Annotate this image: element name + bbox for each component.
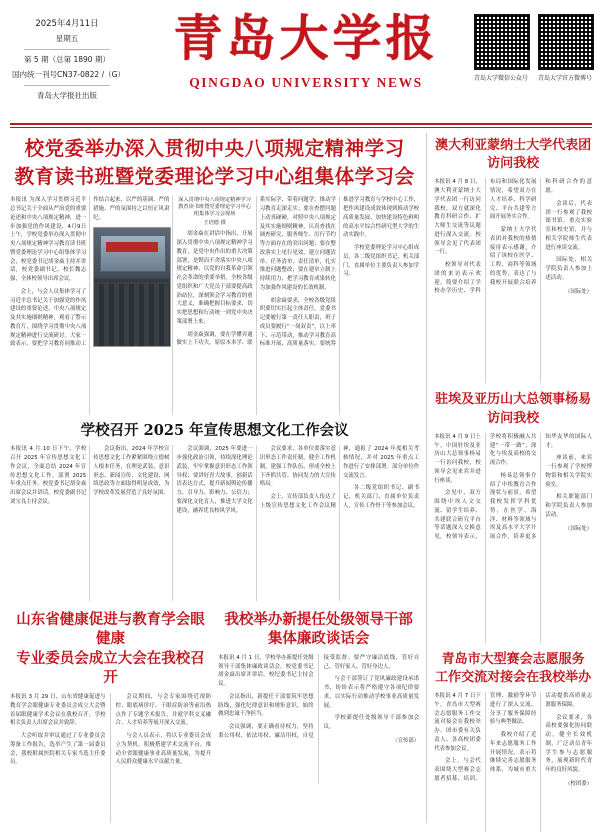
publisher: 青岛大学报社出版 xyxy=(37,90,97,100)
paragraph: 我校介绍了近年来志愿服务工作开展情况，表示将继续完善志愿服务体系，为城市重大活动提供高质量志愿服务保障。 xyxy=(489,693,592,774)
story-body xyxy=(218,654,419,784)
paragraph: 会议强调，要正确看待权力，坚持秉公用权、依法用权、廉洁用权，自觉接受监督；要严守廉洁底线，管好自己、管好家人、管好身边人。 xyxy=(218,654,420,739)
paragraph: 校领导对代表团的来访表示欢迎，简要介绍了学校办学历史、学科布局和国际化发展情况，希望双方在人才培养、科学研究、平台共建等方面开展务实合作。 xyxy=(434,179,537,295)
right-story-alexandria xyxy=(434,387,592,642)
story-heading: 我校举办新提任处级领导干部 集体廉政谈话会 xyxy=(224,610,413,648)
byline: （校团委） xyxy=(565,780,592,787)
paragraph: 本报讯 4 月 1 日，学校举办新提任处级领导干部集体廉政谈话会。校党委书记胡金焱出席并讲话，校纪委书记主持会议。 xyxy=(218,654,314,688)
paragraph: 与会人员表示，将以专业委员会成立为契机，积极搭建学术交流平台，推动全省眼健康事业高质量发展，为提升人民群众健康水平贡献力量。 xyxy=(115,733,212,766)
issue-number: 第 5 期（总第 1890 期） xyxy=(24,55,110,65)
publicity-article xyxy=(10,445,419,600)
lead-photo xyxy=(93,227,171,347)
qr-codes xyxy=(474,14,592,82)
paragraph: 胡金焱在讲话中指出，开展深入贯彻中央八项规定精神学习教育，是党中央作出的重大决策部署，是锲而不舍落实中央八项规定精神、以党的自我革命引领社会革命的重要举措。全校各级党组织和广大党员干部要提高政治站位，深刻领会学习教育的重大意义，准确把握目标要求，切实把思想和行动统一到党中央决策部署上来。 xyxy=(176,231,253,325)
paragraph: 本报讯 为深入学习贯彻习近平总书记关于全面从严治党的重要论述和中央八项规定精神，进一步加强党的作风建设，4月9日上午，学校党委举办深入贯彻中央八项规定精神学习教育读书班暨党委理论学习中心组集体学习会，校党委书记胡金焱主持并讲话，校党委副书记、校长魏志强，全体校领导出席会议。 xyxy=(10,197,87,283)
paper-title-cn: 青岛大学报 xyxy=(173,9,439,67)
paragraph: 会议指出，新提任干部要筑牢思想防线，强化纪律意识和规矩意识，始终做到忠诚干净担当。 xyxy=(218,693,314,718)
paragraph: 会见中，双方围绕中埃人文交流、留学生培养、共建联合研究平台等话题深入交换意见。校领导表示，学校将积极融入共建“一带一路”，深化与埃及高校的交流合作。 xyxy=(434,433,537,540)
paragraph: 会议指出，2024 年学校宣传思想文化工作紧紧围绕立德树人根本任务，在理论武装、意识形态、新闻宣传、文化建设、网络思政等方面取得明显成效，为学校改革发展营造了良好氛围。 xyxy=(93,446,170,497)
photo-credit: 王培德 摄 xyxy=(203,220,226,227)
qr-caption: 青岛大学微信公众号 xyxy=(474,75,529,82)
divider xyxy=(24,85,110,86)
qr-caption: 青岛大学官方微博号 xyxy=(538,75,593,82)
section-heading-publicity: 学校召开 2025 年宣传思想文化工作会议 xyxy=(80,421,349,439)
qr-wechat[interactable] xyxy=(474,14,528,82)
masthead-title xyxy=(128,8,484,91)
qr-code-image xyxy=(538,14,594,70)
divider xyxy=(24,49,110,50)
lead-headline: 校党委举办深入贯彻中央八项规定精神学习 教育读书班暨党委理论学习中心组集体学习会 xyxy=(14,137,415,188)
paragraph: 胡金焱要求，全校各级党组织要切实扛起主体责任，党委书记要履行第一责任人职责，班子成员要履行“一岗双责”，以上率下、示范带动，推动学习教育高标准开展、高质量落实。要统筹推进学习教育与学校中心工作，把作风建设成效体现到推动学校高质量发展、加快建设特色鲜明的高水平综合性研究型大学的生动实践中。 xyxy=(259,197,420,348)
right-story-monash xyxy=(434,133,592,383)
paragraph: 本报讯 4 月 8 日，澳大利亚蒙纳士大学代表团一行访问我校，双方就深化教育科研合作、扩大师生交流等议题进行深入交流。校领导会见了代表团一行。 xyxy=(434,179,481,256)
paragraph: 学校党委理论学习中心组成员，各二级党组织书记，机关部门、直属单位主要负责人参加学习。 xyxy=(342,245,420,278)
masthead xyxy=(10,8,592,120)
story-body xyxy=(434,692,592,832)
paragraph: 胡金焱强调，要在学懂弄通做实上下功夫，原原本本学、联系实际学、带着问题学，推动学习教育走深走实；要在查摆问题上动真碰硬，对照中央八项规定及其实施细则精神，认真查找在调查研究、服务师生、厉行节约等方面存在的突出问题；要在整改落实上见行见效，建立问题清单、任务清单、责任清单，扎实推进问题整改；要在建章立制上持续用力，把学习教育成果转化为加强作风建设的长效机制。 xyxy=(176,197,336,347)
paragraph: 会议期间，与会专家围绕近视防控、眼底病诊疗、干眼症防治等前沿热点作了专题学术报告，并就学科交叉融合、人才培养等展开深入交流。 xyxy=(115,694,212,727)
publication-weekday: 星期五 xyxy=(55,34,79,44)
paragraph: 会议强调，2025 年要进一步强化政治引领，持续深化理论武装，牢牢掌握意识形态工作领导权；要讲好青大故事，创新话语表达方式，提升新闻舆论传播力、引导力、影响力、公信力；要深化文化育人，推进大学文化建设，涵养优良校风学风。 xyxy=(176,446,253,514)
byline: （国际处） xyxy=(565,525,592,532)
paragraph: 会上，宣传部负责人传达了上级宣传思想文化工作会议精神，通报了 2024 年度相关考核情况，并对 2025 年重点工作进行了安排部署。部分单位作交流发言。 xyxy=(259,446,420,509)
byline: （国际处） xyxy=(565,288,592,295)
paragraph: 会上，与会代表围绕大型赛会志愿者招募、培训、管理、激励等环节进行了深入交流，分享了服务保障经验与典型做法。 xyxy=(434,693,537,782)
paragraph: 蒙纳士大学代表团对我校的热情接待表示感谢，介绍了该校在医学、工程、商科等领域的优势，表达了与我校开展联合培养和科研合作的意愿。 xyxy=(489,179,592,286)
page-body xyxy=(10,133,592,823)
lead-article xyxy=(10,196,419,414)
paragraph: 本报讯 4 月 7 日下午，青岛市大型赛会志愿服务工作交流对接会在我校举办。团市委有关负责人、各高校团委代表参加会议。 xyxy=(434,693,481,752)
photo-caption: 深入贯彻中央八项规定精神学习教育读书班暨党委理论学习中心组集体学习会现场 xyxy=(178,197,251,218)
qr-code-image xyxy=(474,14,530,70)
paragraph: 会上，与会人员集体学习了习近平总书记关于加强党的作风建设的重要论述、中央八项规定及其实施细则精神，观看了警示教育片，围绕学习贯彻中央八项规定精神进行交流研讨。大家一致表示，要把学习教育同推动工作结合起来，以严的基调、严的措施、严的氛围持之以恒正风肃纪。 xyxy=(10,197,170,348)
bottom-stories xyxy=(10,604,419,823)
story-heading: 青岛市大型赛会志愿服务 工作交流对接会在我校举办 xyxy=(435,651,592,685)
main-column xyxy=(10,133,419,823)
story-heading: 澳大利亚蒙纳士大学代表团 访问我校 xyxy=(435,138,592,172)
paragraph: 与会干部签订了党风廉政建设承诺书，纷纷表示将严格遵守各项纪律要求，以实际行动推动学校事业高质量发展。 xyxy=(323,676,420,709)
masthead-info xyxy=(12,16,125,103)
photo-banner xyxy=(106,242,158,253)
paragraph: 会谈后，代表团一行参观了我校图书馆、重点实验室和校史馆，并与相关学院师生代表进行座谈交流。 xyxy=(545,200,592,251)
paragraph: 座谈前，来宾一行参观了学校博物馆和相关学院实验室。 xyxy=(545,455,592,488)
paragraph: 各二级党组织书记、副书记，机关部门、直属单位负责人，宣传工作骨干等参加会议。 xyxy=(342,485,420,509)
paper-title-en: QINGDAO UNIVERSITY NEWS xyxy=(189,75,423,91)
story-body xyxy=(10,693,211,823)
story-eye-health xyxy=(10,604,211,823)
paragraph: 会议要求，各高校要强化协同联动，健全长效机制，广泛动员青年学生参与志愿服务，展现新时代青年的良好风貌。 xyxy=(545,714,592,774)
qr-weibo[interactable] xyxy=(538,14,592,82)
paragraph: 国际处、相关学院负责人参加上述活动。 xyxy=(545,257,592,281)
paragraph: 相关职能部门和学院负责人参加活动。 xyxy=(545,494,592,518)
photo-stage xyxy=(100,235,166,272)
masthead-rule xyxy=(10,123,592,125)
story-body xyxy=(434,178,592,383)
paragraph: 本报讯 4 月 9 日上午，中国驻埃及亚历山大总领事杨易一行访问我校，校领导会见来宾并进行座谈。 xyxy=(434,433,481,484)
story-body xyxy=(434,433,592,643)
paragraph: 本报讯 4 月 10 日下午，学校召开 2025 年宣传思想文化工作会议，全面总结 2024 年宣传思想文化工作，部署 2025 年重点任务。校党委书记胡金焱出席会议并讲话，校党委副书记刘宝良主持会议。 xyxy=(10,446,87,505)
paragraph: 杨易总领事介绍了中埃教育合作现状与前景，希望我校发挥学科优势，在医学、海洋、材料等领域与埃及高水平大学开展合作，培养更多知华友华的国际人才。 xyxy=(489,433,592,540)
story-heading: 山东省健康促进与教育学会眼健康 专业委员会成立大会在我校召开 xyxy=(16,610,205,687)
right-column xyxy=(426,133,592,823)
license-number: 国内统一刊号CN37-0822 /（G） xyxy=(12,69,125,79)
paragraph: 学校新提任处级领导干部参加会议。 xyxy=(323,715,420,731)
right-story-volunteer xyxy=(434,647,592,832)
paragraph: 本报讯 3 月 29 日，山东省健康促进与教育学会眼健康专业委员会成立大会暨首届眼健康学术会议在我校召开。学校相关负责人出席会议并致辞。 xyxy=(10,694,106,727)
byline: （宣传部） xyxy=(392,737,420,744)
story-heading: 驻埃及亚历山大总领事杨易 访问我校 xyxy=(435,392,592,426)
paragraph: 会议要求，各单位要落实意识形态工作责任制，健全工作机制，建强工作队伍，形成全校上下齐抓共管、协同发力的大宣传格局。 xyxy=(259,446,336,488)
publication-date: 2025年4月11日 xyxy=(35,19,99,29)
paragraph: 大会听取并审议通过了专业委员会筹备工作报告，选举产生了第一届委员会，我校附属医院相关专家当选主任委员。 xyxy=(10,733,106,766)
photo-audience xyxy=(94,284,170,345)
story-integrity-talk xyxy=(218,604,419,823)
masthead-rule-thin xyxy=(10,127,592,128)
